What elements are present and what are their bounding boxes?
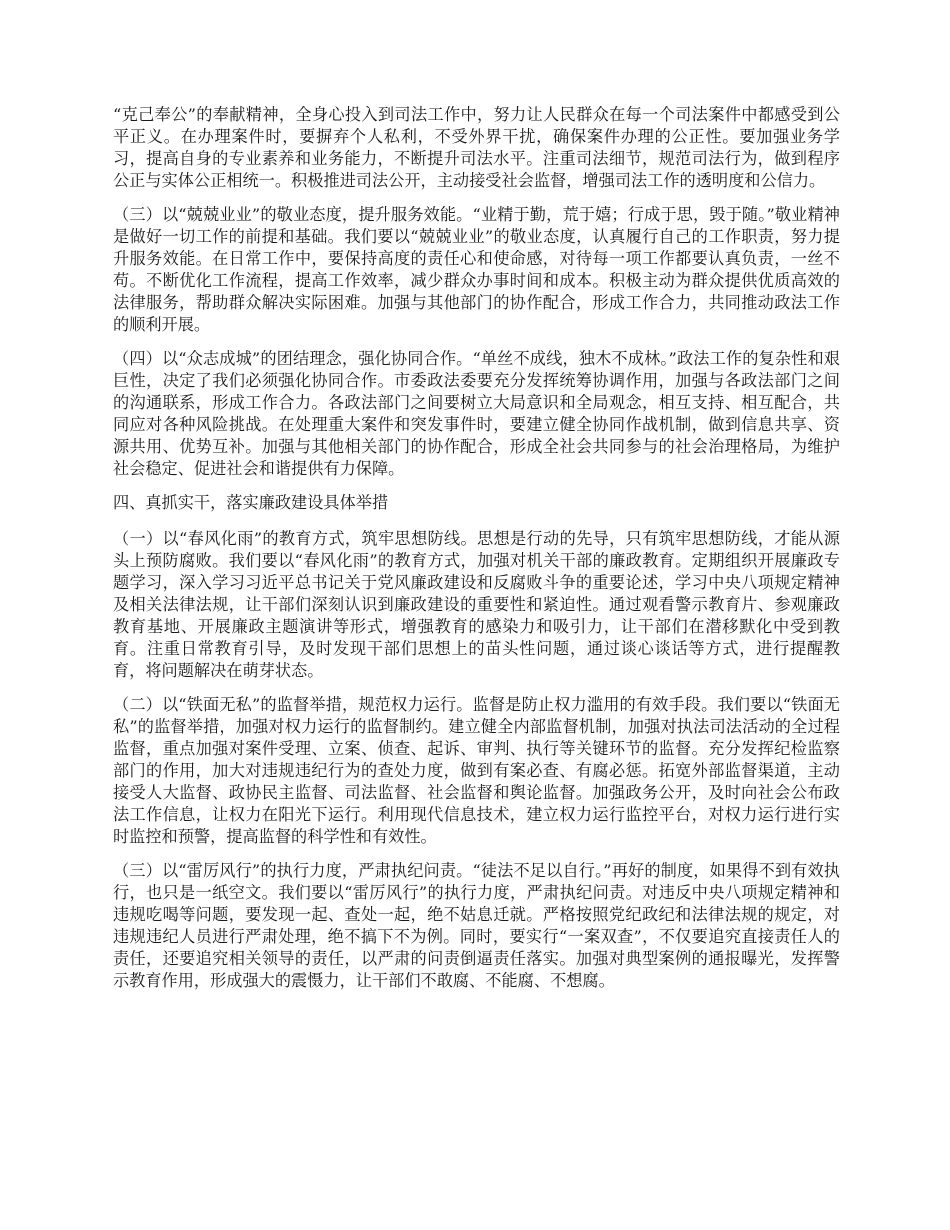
paragraph-accountability: （三）以“雷厉风行”的执行力度，严肃执纪问责。“徒法不足以自行。”再好的制度，如果得不到有效执行，也只是一纸空文。我们要以“雷厉风行”的执行力度，严肃执纪问责。对违反中央八项规定精神和违规吃喝等问题，要发现一起、查处一起，绝不姑息迁就。严格按照党纪政纪和法律法规的规定，对违规违纪人员进行严肃处理，绝不搞下不为例。同时，要实行“一案双查”，不仅要追究直接责任人的责任，还要追究相关领导的责任，以严肃的问责倒逼责任落实。加强对典型案例的通报曝光，发挥警示教育作用，形成强大的震慑力，让干部们不敢腐、不能腐、不想腐。 [113,861,840,990]
paragraph-education: （一）以“春风化雨”的教育方式，筑牢思想防线。思想是行动的先导，只有筑牢思想防线，才能从源头上预防腐败。我们要以“春风化雨”的教育方式，加强对机关干部的廉政教育。定期组织开展廉政专题学习，深入学习习近平总书记关于党风廉政建设和反腐败斗争的重要论述，学习中央八项规定精神及相关法律法规，让干部们深刻认识到廉政建设的重要性和紧迫性。通过观看警示教育片、参观廉政教育基地、开展廉政主题演讲等形式，增强教育的感染力和吸引力，让干部们在潜移默化中受到教育。注重日常教育引导，及时发现干部们思想上的苗头性问题，通过谈心谈话等方式，进行提醒教育，将问题解决在萌芽状态。 [113,529,840,680]
paragraph-supervision: （二）以“铁面无私”的监督举措，规范权力运行。监督是防止权力滥用的有效手段。我们要以“铁面无私”的监督举措，加强对权力运行的监督制约。建立健全内部监督机制，加强对执法司法活动的全过程监督，重点加强对案件受理、立案、侦查、起诉、审判、执行等关键环节的监督。充分发挥纪检监察部门的作用，加大对违规违纪行为的查处力度，做到有案必查、有腐必惩。拓宽外部监督渠道，主动接受人大监督、政协民主监督、司法监督、社会监督和舆论监督。加强政务公开，及时向社会公布政法工作信息，让权力在阳光下运行。利用现代信息技术，建立权力运行监控平台，对权力运行进行实时监控和预警，提高监督的科学性和有效性。 [113,695,840,846]
paragraph-collaboration: （四）以“众志成城”的团结理念，强化协同合作。“单丝不成线，独木不成林。”政法工作的复杂性和艰巨性，决定了我们必须强化协同合作。市委政法委要充分发挥统筹协调作用，加强与各政法部门之间的沟通联系，形成工作合力。各政法部门之间要树立大局意识和全局观念，相互支持、相互配合，共同应对各种风险挑战。在处理重大案件和突发事件时，要建立健全协同作战机制，做到信息共享、资源共用、优势互补。加强与其他相关部门的协作配合，形成全社会共同参与的社会治理格局，为维护社会稳定、促进社会和谐提供有力保障。 [113,349,840,478]
document-page [113,104,840,1004]
section-heading-integrity-measures: 四、真抓实干，落实廉政建设具体举措 [113,493,389,512]
paragraph-judicial-fairness: “克己奉公”的奉献精神，全身心投入到司法工作中，努力让人民群众在每一个司法案件中都感受到公平正义。在办理案件时，要摒弃个人私利，不受外界干扰，确保案件办理的公正性。要加强业务学习，提高自身的专业素养和业务能力，不断提升司法水平。注重司法细节，规范司法行为，做到程序公正与实体公正相统一。积极推进司法公开，主动接受社会监督，增强司法工作的透明度和公信力。 [113,105,840,190]
paragraph-dedication-service: （三）以“兢兢业业”的敬业态度，提升服务效能。“业精于勤，荒于嬉；行成于思，毁于随。”敬业精神是做好一切工作的前提和基础。我们要以“兢兢业业”的敬业态度，认真履行自己的工作职责，努力提升服务效能。在日常工作中，要保持高度的责任心和使命感，对待每一项工作都要认真负责，一丝不苟。不断优化工作流程，提高工作效率，减少群众办事时间和成本。积极主动为群众提供优质高效的法律服务，帮助群众解决实际困难。加强与其他部门的协作配合，形成工作合力，共同推动政法工作的顺利开展。 [113,205,840,334]
